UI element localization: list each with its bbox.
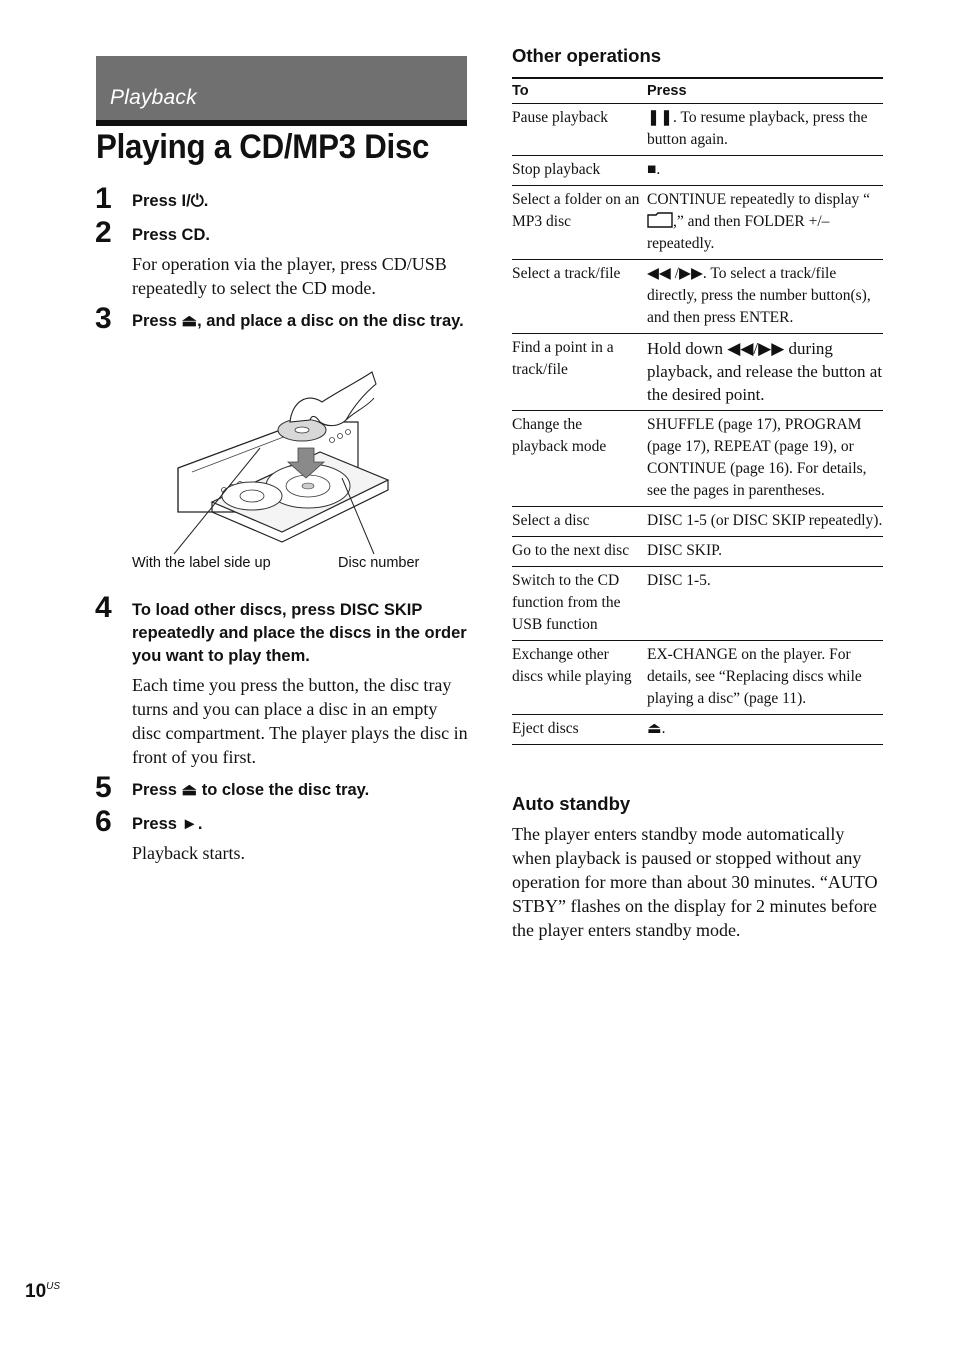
- step-1-heading: Press I/⏻.: [132, 192, 209, 210]
- row-press-part-b: ,” and then FOLDER +/– repeatedly.: [647, 213, 830, 252]
- table-row: [512, 104, 883, 156]
- folder-icon: [647, 212, 673, 228]
- row-to: Select a disc: [512, 507, 647, 537]
- operations-table: [512, 77, 883, 745]
- page-number-value: 10: [25, 1281, 47, 1302]
- step-number-6: 6: [95, 805, 112, 838]
- step-number-1: 1: [95, 182, 112, 215]
- column-header-to: To: [512, 78, 647, 104]
- table-row: [512, 507, 883, 537]
- row-press: DISC 1-5.: [647, 567, 883, 641]
- table-row: [512, 334, 883, 411]
- other-operations-heading: Other operations: [512, 45, 662, 66]
- table-row: [512, 260, 883, 334]
- table-header-row: [512, 78, 883, 104]
- table-row: [512, 567, 883, 641]
- step-number-4: 4: [95, 591, 112, 624]
- row-press-part-a: CONTINUE repeatedly to display “: [647, 191, 870, 208]
- step-2-body: For operation via the player, press CD/USB repeatedly to select the CD mode.: [132, 254, 447, 298]
- row-press: Hold down ◀◀/▶▶ during playback, and release the button at the desired point.: [647, 334, 883, 411]
- row-press: [647, 186, 883, 260]
- illustration-label-left: With the label side up: [132, 555, 271, 571]
- section-label: Playback: [110, 86, 197, 109]
- page-number-suffix: US: [46, 1281, 61, 1292]
- disc-tray-illustration: [132, 362, 432, 582]
- step-3-heading: Press ⏏, and place a disc on the disc tray.: [132, 312, 464, 330]
- auto-standby-body: The player enters standby mode automatically when playback is paused or stopped without any operation for more than about 30 minutes. “AUTO STBY” flashes on the display for 2 minutes before the player enters standby mode.: [512, 824, 878, 940]
- row-press: ■.: [647, 156, 883, 186]
- row-press: SHUFFLE (page 17), PROGRAM (page 17), REPEAT (page 19), or CONTINUE (page 16). For details, see the pages in parentheses.: [647, 411, 883, 507]
- illustration-label-right: Disc number: [338, 555, 420, 571]
- table-row: [512, 411, 883, 507]
- step-6-body: Playback starts.: [132, 843, 245, 863]
- step-2-heading: Press CD.: [132, 226, 210, 244]
- table-row: [512, 715, 883, 745]
- row-to: Select a folder on an MP3 disc: [512, 186, 647, 260]
- row-to: Change the playback mode: [512, 411, 647, 507]
- row-to: Exchange other discs while playing: [512, 641, 647, 715]
- step-number-2: 2: [95, 216, 112, 249]
- row-to: Stop playback: [512, 156, 647, 186]
- row-press: DISC 1-5 (or DISC SKIP repeatedly).: [647, 507, 883, 537]
- section-band: [96, 56, 467, 120]
- row-to: Eject discs: [512, 715, 647, 745]
- page-title: Playing a CD/MP3 Disc: [96, 128, 430, 166]
- step-4-heading: To load other discs, press DISC SKIP repeatedly and place the discs in the order you want to play them.: [132, 601, 467, 665]
- row-press: EX-CHANGE on the player. For details, see “Replacing discs while playing a disc” (page 11).: [647, 641, 883, 715]
- table-row: [512, 186, 883, 260]
- step-5-heading: Press ⏏ to close the disc tray.: [132, 781, 370, 799]
- row-to: Switch to the CD function from the USB function: [512, 567, 647, 641]
- row-to: Go to the next disc: [512, 537, 647, 567]
- step-4-body: Each time you press the button, the disc tray turns and you can place a disc in an empty disc compartment. The player plays the disc in front of you first.: [132, 675, 468, 767]
- table-row: [512, 537, 883, 567]
- section-rule: [96, 120, 467, 126]
- row-press: ❚❚. To resume playback, press the button again.: [647, 104, 883, 156]
- table-row: [512, 156, 883, 186]
- step-number-3: 3: [95, 302, 112, 335]
- auto-standby-heading: Auto standby: [512, 793, 631, 814]
- column-header-press: Press: [647, 78, 883, 104]
- row-to: Find a point in a track/file: [512, 334, 647, 411]
- row-to: Select a track/file: [512, 260, 647, 334]
- row-press: DISC SKIP.: [647, 537, 883, 567]
- row-press: ◀◀ /▶▶. To select a track/file directly, press the number button(s), and then press ENTER.: [647, 260, 883, 334]
- row-press: ⏏.: [647, 715, 883, 745]
- table-row: [512, 641, 883, 715]
- step-6-heading: Press ►.: [132, 815, 203, 833]
- page-number: [25, 1281, 60, 1303]
- row-to: Pause playback: [512, 104, 647, 156]
- step-number-5: 5: [95, 771, 112, 804]
